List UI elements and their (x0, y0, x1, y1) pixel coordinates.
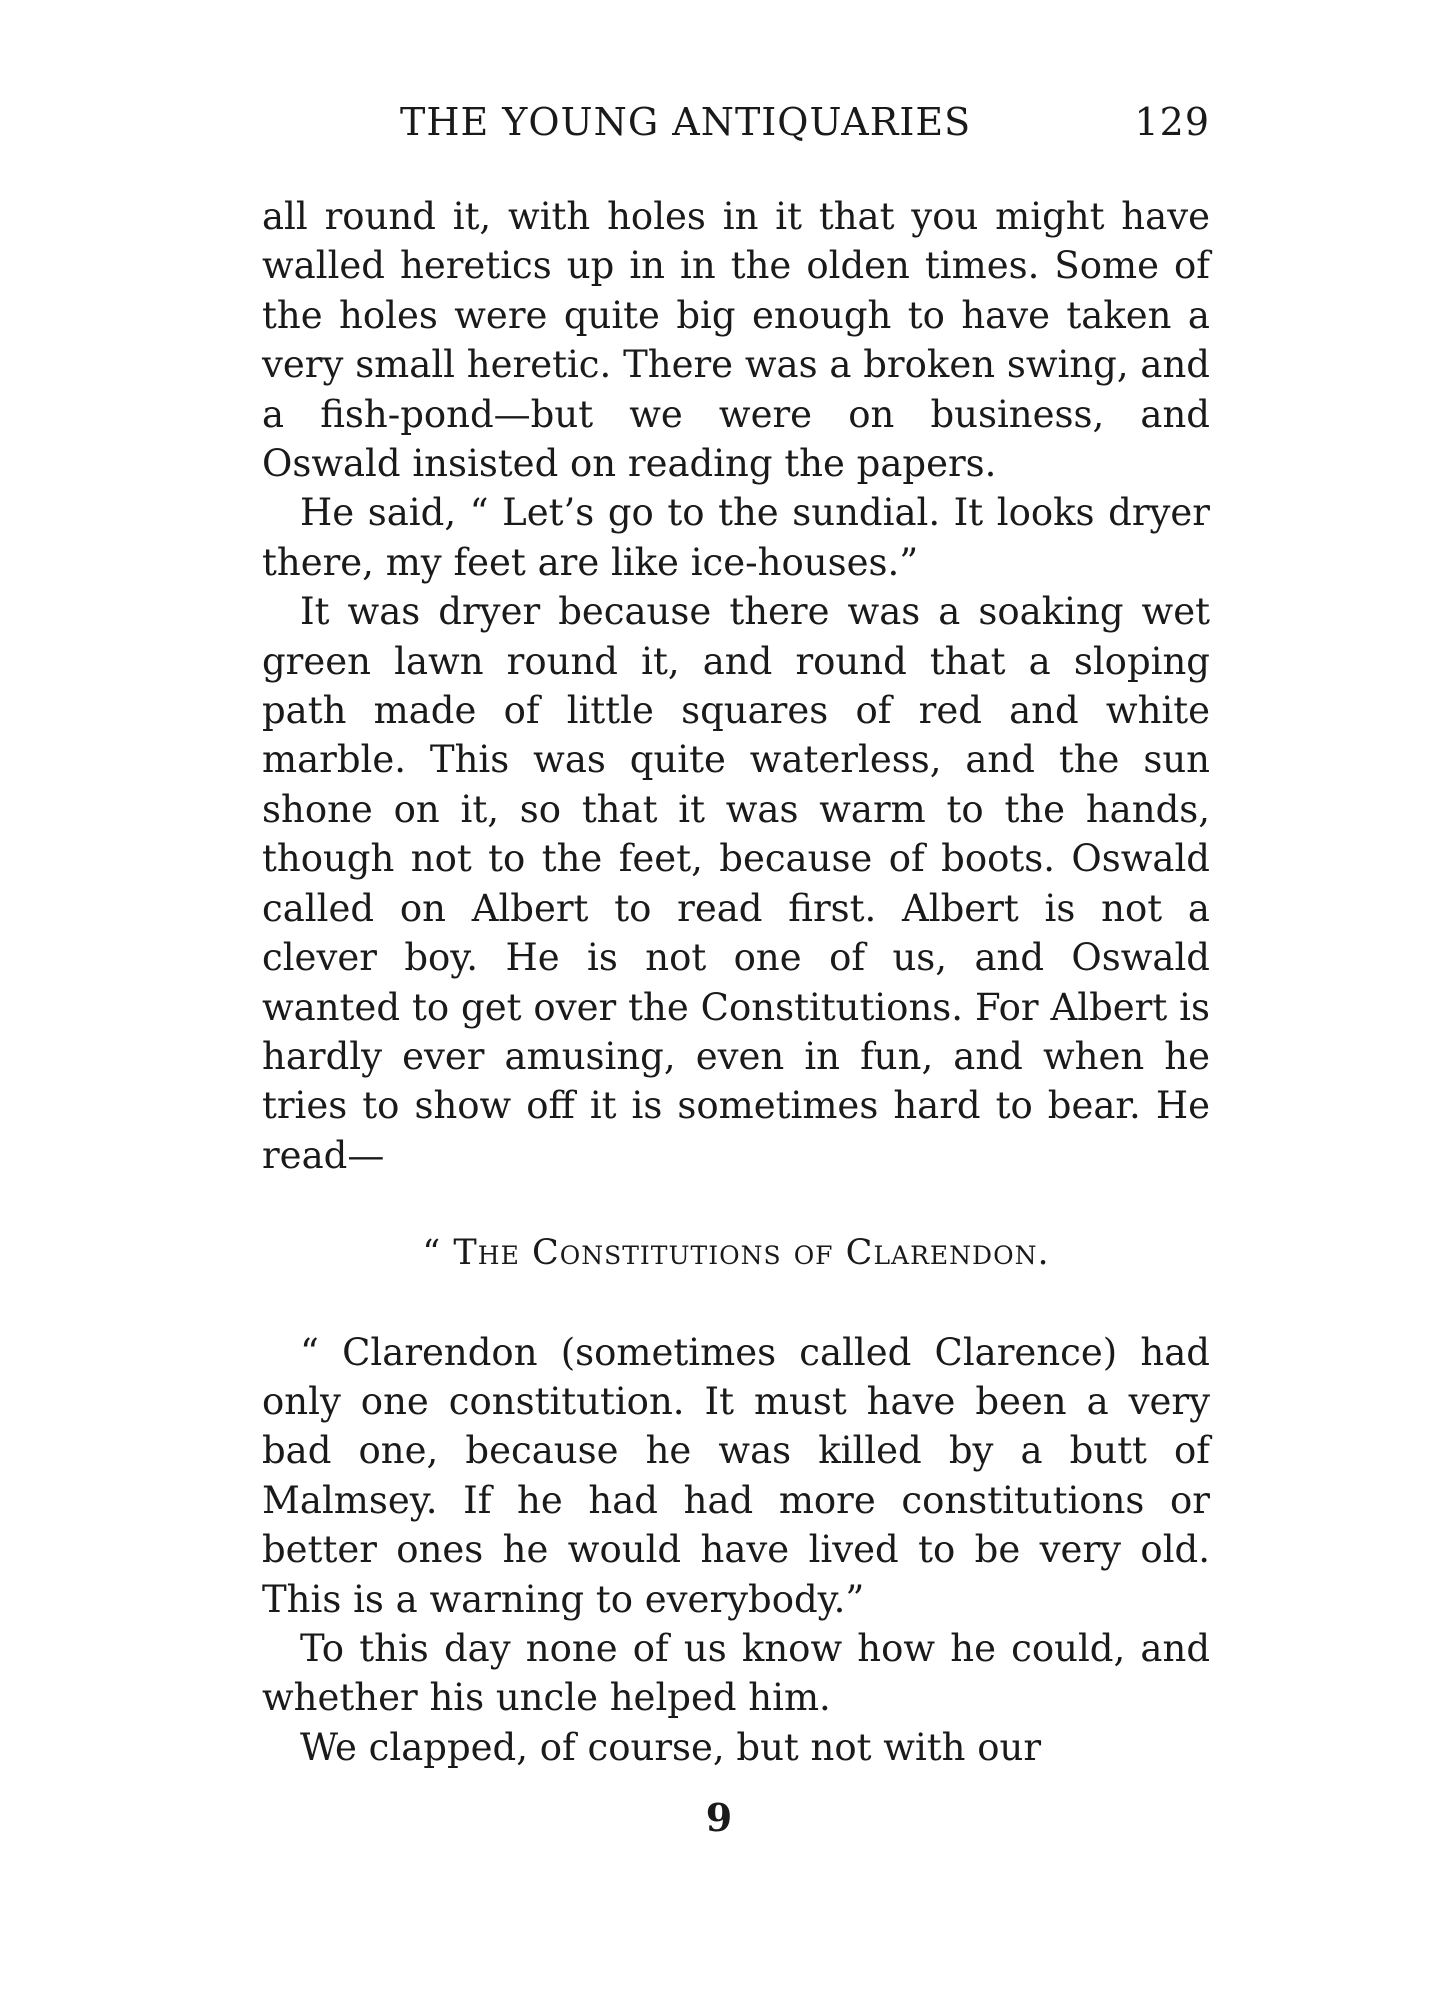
running-head (400, 100, 1210, 160)
paragraph: It was dryer because there was a soaking wet green lawn round it, and round that a sloping path made of little squares of red and white marble. This was quite waterless, and the sun shone on it, so that it was warm to the hands, though not to the feet, because of boots. Oswald called on Albert to read first. Albert is not a clever boy. He is not one of us, and Oswald wanted to get over the Constitutions. For Albert is hardly ever amusing, even in fun, and when he tries to show off it is sometimes hard to bear. He read— (262, 590, 1210, 1177)
paragraph: To this day none of us know how he could, and whether his uncle helped him. (262, 1626, 1210, 1720)
paragraph: all round it, with holes in it that you might have walled heretics up in in the olden times. Some of the holes were quite big enough to have taken a very small heretic. There was a broken swing, and a fish-pond—but we were on business, and Oswald insisted on reading the papers. (262, 195, 1210, 486)
body-text (262, 192, 1210, 1772)
page-number: 129 (1134, 100, 1210, 144)
section-heading: “ The Constitutions of Clarendon. (422, 1233, 1050, 1274)
paragraph: We clapped, of course, but not with our (300, 1725, 1042, 1769)
running-title: THE YOUNG ANTIQUARIES (400, 100, 972, 144)
paragraph: “ Clarendon (sometimes called Clarence) had only one constitution. It must have been a very bad one, because he was killed by a butt of Malmsey. If he had had more constitutions or better ones he would have lived to be very old. This is a warning to everybody.” (262, 1330, 1210, 1621)
paragraph: He said, “ Let’s go to the sundial. It looks dryer there, my feet are like ice-houses.” (262, 491, 1210, 584)
signature-mark: 9 (705, 1795, 733, 1840)
